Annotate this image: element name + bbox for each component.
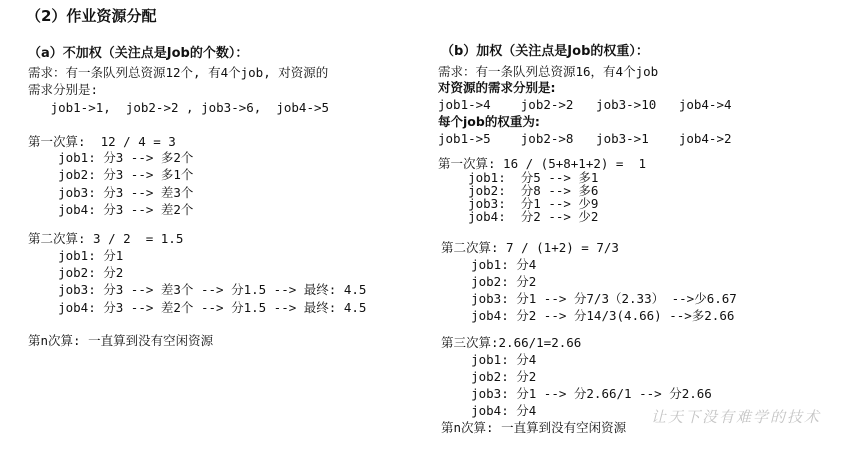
right-round3-job1: job1: 分4 (441, 352, 537, 367)
right-round2-job2: job2: 分2 (441, 274, 537, 289)
right-round1-job3: job3: 分1 --> 少9 (438, 196, 599, 211)
left-line-jobs: job1->1, job2->2 , job3->6, job4->5 (28, 100, 330, 115)
unweighted-heading: （a）不加权（关注点是Job的个数）： (28, 46, 249, 61)
right-round2-job1: job1: 分4 (441, 257, 537, 272)
left-line-demand: 需求：有一条队列总资源12个, 有4个job, 对资源的 (28, 65, 329, 80)
left-round-n: 第n次算: 一直算到没有空闲资源 (28, 333, 214, 348)
right-line-weights: job1->5 job2->8 job3->1 job4->2 (438, 131, 732, 146)
right-round3-job2: job2: 分2 (441, 369, 537, 384)
left-round1-job1: job1: 分3 --> 多2个 (28, 150, 194, 165)
left-round1-job3: job3: 分3 --> 差3个 (28, 185, 194, 200)
left-round2-title: 第二次算: 3 / 2 = 1.5 (28, 231, 184, 246)
left-round2-job1: job1: 分1 (28, 248, 124, 263)
right-line-demand: 需求：有一条队列总资源16，有4个job (438, 64, 659, 79)
right-round1-job4: job4: 分2 --> 少2 (438, 209, 599, 224)
right-round1-title: 第一次算: 16 / (5+8+1+2) = 1 (438, 156, 647, 171)
right-round3-job3: job3: 分1 --> 分2.66/1 --> 分2.66 (441, 386, 712, 401)
left-round2-job4: job4: 分3 --> 差2个 --> 分1.5 --> 最终: 4.5 (28, 300, 367, 315)
left-round1-job2: job2: 分3 --> 多1个 (28, 167, 194, 182)
left-round1-title: 第一次算: 12 / 4 = 3 (28, 134, 176, 149)
left-line-demand-cont: 需求分别是: (28, 82, 99, 97)
right-round2-job4: job4: 分2 --> 分14/3(4.66) -->多2.66 (441, 308, 735, 323)
right-line-demand-label: 对资源的需求分别是: (438, 80, 556, 95)
right-round3-title: 第三次算:2.66/1=2.66 (441, 335, 582, 350)
left-round2-job2: job2: 分2 (28, 265, 124, 280)
watermark-text: 让天下没有难学的技术 (650, 408, 821, 426)
right-round3-job4: job4: 分4 (441, 403, 537, 418)
right-round2-job3: job3: 分1 --> 分7/3（2.33） -->少6.67 (441, 291, 737, 306)
right-round1-job2: job2: 分8 --> 多6 (438, 183, 599, 198)
section-title: （2）作业资源分配 (26, 7, 157, 25)
right-round-n: 第n次算: 一直算到没有空闲资源 (441, 420, 627, 435)
left-round1-job4: job4: 分3 --> 差2个 (28, 202, 194, 217)
right-round2-title: 第二次算: 7 / (1+2) = 7/3 (441, 240, 619, 255)
weighted-heading: （b）加权（关注点是Job的权重）： (441, 44, 649, 59)
left-round2-job3: job3: 分3 --> 差3个 --> 分1.5 --> 最终: 4.5 (28, 282, 367, 297)
right-round1-job1: job1: 分5 --> 多1 (438, 170, 599, 185)
right-line-weight-label: 每个job的权重为: (438, 114, 540, 129)
right-line-jobs: job1->4 job2->2 job3->10 job4->4 (438, 97, 732, 112)
